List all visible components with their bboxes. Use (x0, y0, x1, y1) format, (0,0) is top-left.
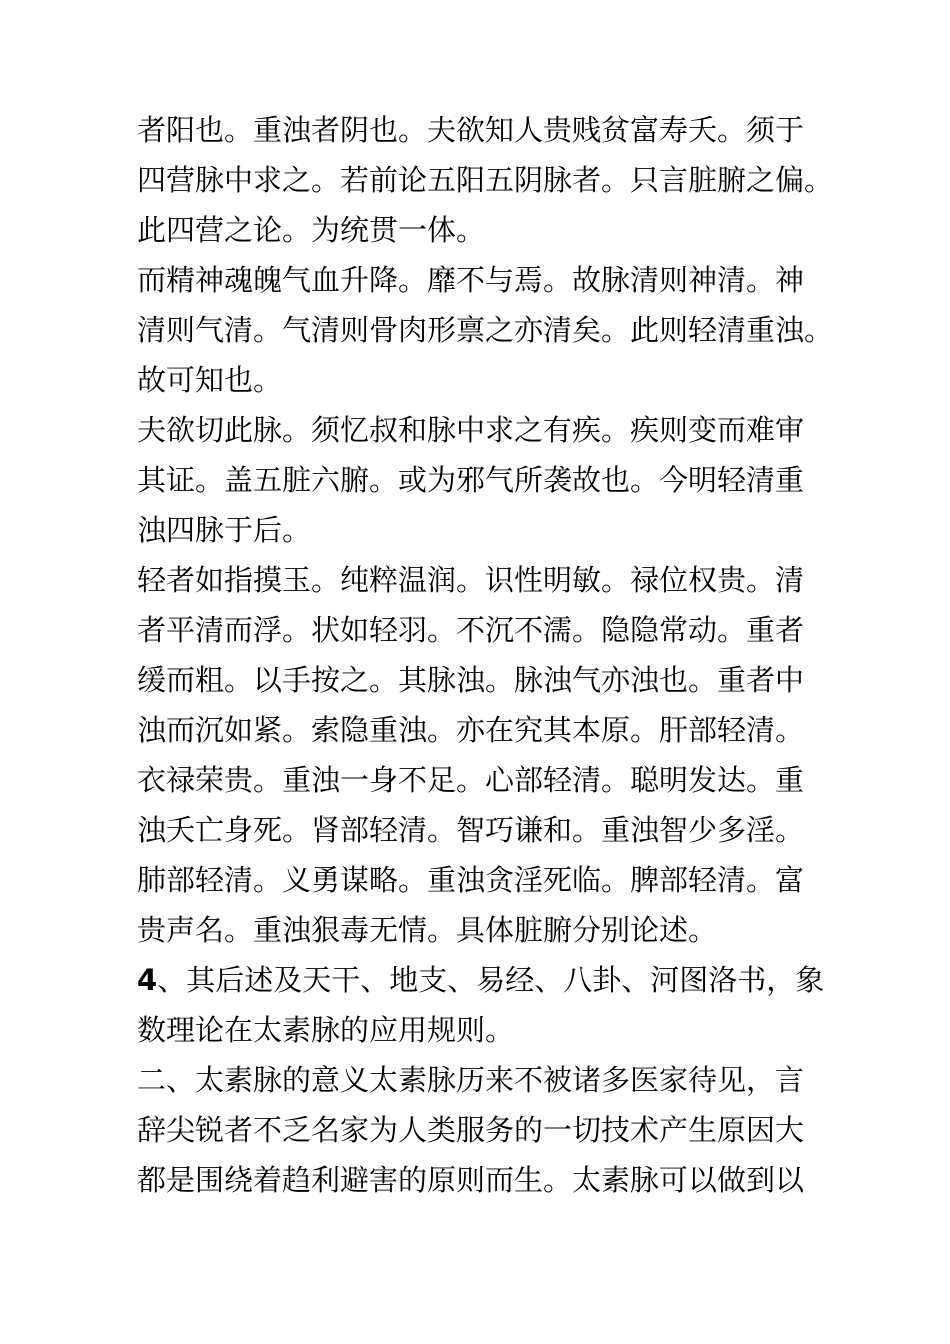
paragraph-4 (137, 555, 837, 955)
paragraph-6 (137, 1055, 837, 1205)
text-line: 缓而粗。以手按之。其脉浊。脉浊气亦浊也。重者中 (137, 663, 805, 697)
text-line: 浊四脉于后。 (137, 513, 312, 547)
text-line: 四营脉中求之。若前论五阳五阴脉者。只言脏腑之偏。 (137, 163, 834, 197)
text-line: 二、太素脉的意义太素脉历来不被诸多医家待见，言 (137, 1063, 805, 1097)
text-line: 都是围绕着趋利避害的原则而生。太素脉可以做到以 (137, 1163, 805, 1197)
text-line: 者平清而浮。状如轻羽。不沉不濡。隐隐常动。重者 (137, 613, 805, 647)
paragraph-1 (137, 105, 837, 255)
text-line: 轻者如指摸玉。纯粹温润。识性明敏。禄位权贵。清 (137, 563, 805, 597)
text-line-content: 、其后述及天干、地支、易经、八卦、河图洛书，象 (157, 963, 825, 997)
section-number: 4 (137, 963, 158, 997)
text-line: 清则气清。气清则骨肉形禀之亦清矣。此则轻清重浊。 (137, 313, 834, 347)
text-line: 肺部轻清。义勇谋略。重浊贪淫死临。脾部轻清。富 (137, 863, 805, 897)
text-line: 者阳也。重浊者阴也。夫欲知人贵贱贫富寿夭。须于 (137, 113, 805, 147)
text-line: 夫欲切此脉。须忆叔和脉中求之有疾。疾则变而难审 (137, 413, 805, 447)
text-line: 此四营之论。为统贯一体。 (137, 213, 486, 247)
text-line: 浊夭亡身死。肾部轻清。智巧谦和。重浊智少多淫。 (137, 813, 805, 847)
text-line: 辞尖锐者不乏名家为人类服务的一切技术产生原因大 (137, 1113, 805, 1147)
text-line: 故可知也。 (137, 363, 283, 397)
text-line: 其证。盖五脏六腑。或为邪气所袭故也。今明轻清重 (137, 463, 805, 497)
text-line: 数理论在太素脉的应用规则。 (137, 1013, 515, 1047)
paragraph-2 (137, 255, 837, 405)
text-line: 浊而沉如紧。索隐重浊。亦在究其本原。肝部轻清。 (137, 713, 805, 747)
text-line: 衣禄荣贵。重浊一身不足。心部轻清。聪明发达。重 (137, 763, 805, 797)
document-body (137, 105, 837, 1205)
text-line: 贵声名。重浊狠毒无情。具体脏腑分别论述。 (137, 913, 718, 947)
paragraph-5 (137, 955, 837, 1055)
text-line (137, 955, 837, 1005)
paragraph-3 (137, 405, 837, 555)
text-line: 而精神魂魄气血升降。靡不与焉。故脉清则神清。神 (137, 263, 805, 297)
